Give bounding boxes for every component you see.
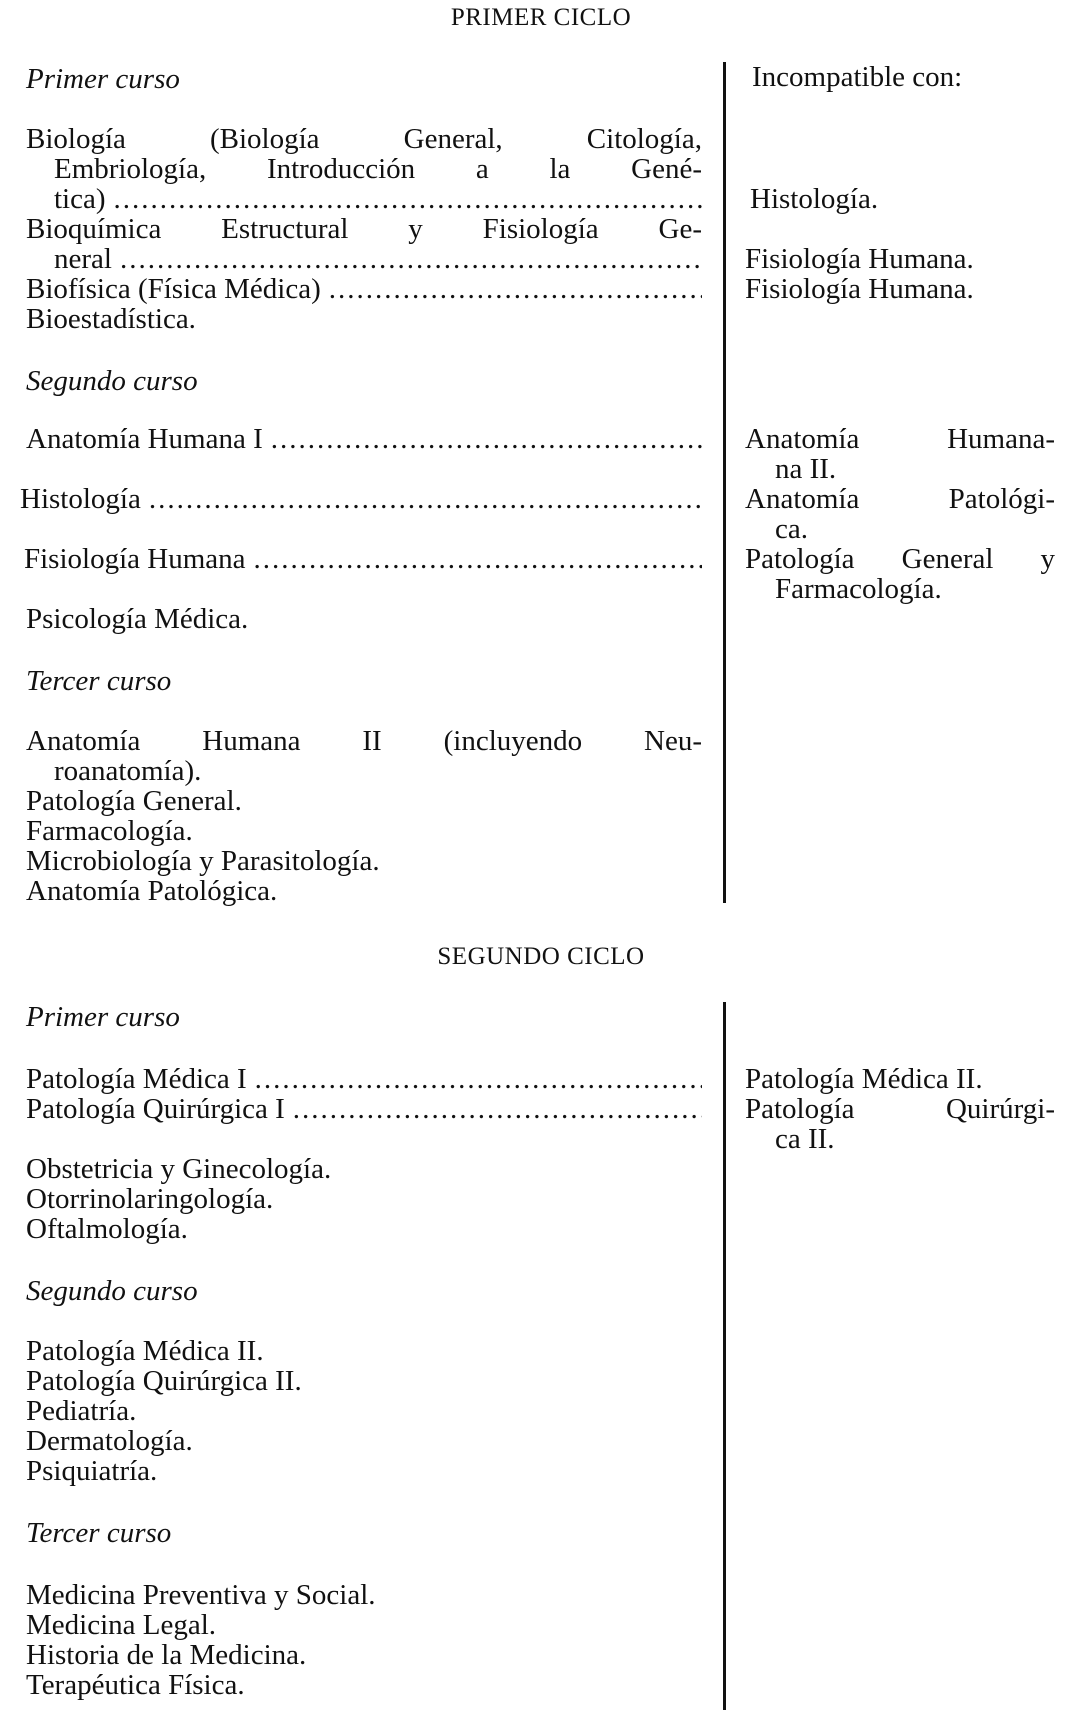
subject-line: Medicina Preventiva y Social. — [26, 1579, 376, 1611]
section-title-primer-ciclo: PRIMER CICLO — [450, 4, 632, 31]
subject-line: Biología (Biología General, Citología, — [26, 123, 702, 155]
incompatible-subject: ca II. — [775, 1123, 835, 1155]
subject-line: Patología Quirúrgica II. — [26, 1365, 302, 1397]
subject-line: roanatomía). — [54, 755, 202, 787]
subject-label: Histología — [20, 483, 141, 515]
subject-line: Terapéutica Física. — [26, 1669, 245, 1701]
incompatible-subject: Fisiología Humana. — [745, 243, 974, 275]
incompatible-subject: ca. — [775, 513, 808, 545]
course-title: Primer curso — [26, 63, 180, 95]
subject-line: Patología General. — [26, 785, 242, 817]
subject-line: Psiquiatría. — [26, 1455, 158, 1487]
subject-line: Microbiología y Parasitología. — [26, 845, 380, 877]
subject-row — [26, 424, 702, 454]
column-divider — [723, 1002, 726, 1710]
subject-line: Farmacología. — [26, 815, 193, 847]
subject-label: Biofísica (Física Médica) — [26, 273, 321, 305]
subject-line: Dermatología. — [26, 1425, 193, 1457]
subject-line: Historia de la Medicina. — [26, 1639, 307, 1671]
course-title: Segundo curso — [26, 1275, 198, 1307]
subject-row — [26, 1064, 702, 1094]
course-title: Tercer curso — [26, 1517, 172, 1549]
course-title: Segundo curso — [26, 365, 198, 397]
incompatible-subject: Histología. — [750, 183, 879, 215]
subject-row — [26, 1094, 702, 1124]
leader-dots — [114, 184, 702, 214]
subject-row — [20, 484, 702, 514]
subject-line: Bioquímica Estructural y Fisiología Ge- — [26, 213, 702, 245]
subject-line: Embriología, Introducción a la Gené- — [54, 153, 702, 185]
subject-line: Bioestadística. — [26, 303, 196, 335]
subject-row — [54, 244, 702, 274]
incompatible-subject: Patología Médica II. — [745, 1063, 983, 1095]
incompatible-subject: Patología Quirúrgi- — [745, 1093, 1055, 1125]
subject-row — [54, 184, 702, 214]
leader-dots — [120, 244, 702, 274]
subject-row — [26, 274, 702, 304]
subject-label: Fisiología Humana — [24, 543, 246, 575]
subject-label: tica) — [54, 183, 106, 215]
subject-label: Patología Quirúrgica I — [26, 1093, 285, 1125]
subject-line: Medicina Legal. — [26, 1609, 217, 1641]
subject-line: Anatomía Patológica. — [26, 875, 278, 907]
leader-dots — [149, 484, 702, 514]
incompatible-subject: Anatomía Humana- — [745, 423, 1055, 455]
subject-line: Oftalmología. — [26, 1213, 188, 1245]
leader-dots — [329, 274, 702, 304]
subject-label: Patología Médica I — [26, 1063, 247, 1095]
incompatible-subject: Fisiología Humana. — [745, 273, 974, 305]
leader-dots — [293, 1094, 702, 1124]
course-title: Primer curso — [26, 1001, 180, 1033]
subject-line: Patología Médica II. — [26, 1335, 264, 1367]
subject-line: Obstetricia y Ginecología. — [26, 1153, 332, 1185]
incompatible-subject: Patología General y — [745, 543, 1055, 575]
column-divider — [723, 62, 726, 903]
subject-line: Otorrinolaringología. — [26, 1183, 274, 1215]
subject-row — [24, 544, 702, 574]
leader-dots — [271, 424, 702, 454]
leader-dots — [254, 544, 702, 574]
course-title: Tercer curso — [26, 665, 172, 697]
incompatible-subject: Farmacología. — [775, 573, 942, 605]
subject-label: neral — [54, 243, 112, 275]
subject-label: Anatomía Humana I — [26, 423, 263, 455]
incompatible-subject: Anatomía Patológi- — [745, 483, 1055, 515]
incompatible-subject: na II. — [775, 453, 837, 485]
subject-line: Psicología Médica. — [26, 603, 249, 635]
incompatible-header: Incompatible con: — [752, 61, 963, 93]
subject-line: Pediatría. — [26, 1395, 137, 1427]
subject-line: Anatomía Humana II (incluyendo Neu- — [26, 725, 702, 757]
leader-dots — [255, 1064, 702, 1094]
section-title-segundo-ciclo: SEGUNDO CICLO — [437, 943, 645, 970]
